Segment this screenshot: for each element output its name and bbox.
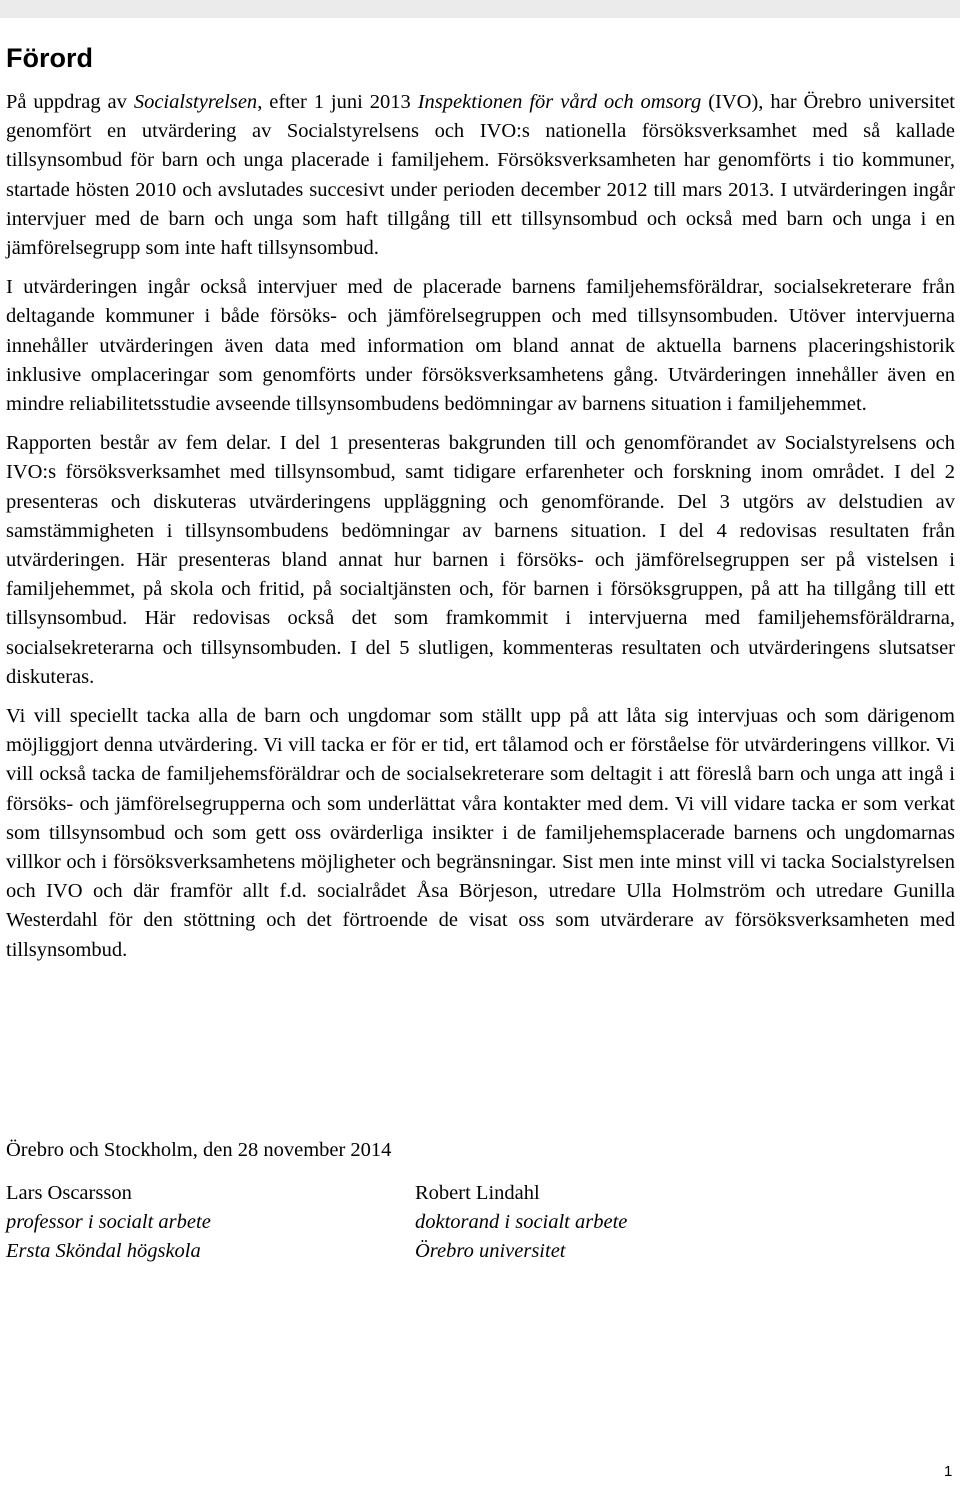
signature-block-2	[415, 1179, 627, 1266]
signatory-title: doktorand i socialt arbete	[415, 1211, 628, 1233]
paragraph-1-end: (IVO), har Örebro universitet genomfört en utvärdering av Socialstyrelsens och IVO:s nationella försöksverksamhet med så kallade tillsynsombud för barn och unga placerade i familjehem. Försöksverksamheten har genomförts i tio kommuner, startade hösten 2010 och avslutades succesivt under perioden december 2012 till mars 2013. I utvärderingen ingår intervjuer med de barn och unga som haft tillgång till ett tillsynsombud och också med barn och unga i en jämförelsegrupp som inte haft tillsynsombud.	[6, 91, 955, 260]
org-name-socialstyrelsen: Socialstyrelsen	[133, 91, 258, 113]
signatory-affiliation: Örebro universitet	[415, 1240, 566, 1262]
paragraph-4: Vi vill speciellt tacka alla de barn och ungdomar som ställt upp på att låta sig intervjuas och som därigenom möjliggjort denna utvärdering. Vi vill tacka er för er tid, ert tålamod och er förståelse för utvärderingens villkor. Vi vill också tacka de familjehemsföräldrar och de socialsekreterare som deltagit i att föreslå barn och unga att ingå i försöks- och jämförelsegrupperna och som underlättat våra kontakter med dem. Vi vill vidare tacka er som verkat som tillsynsombud och som gett oss ovärderliga insikter i de familjehemsplacerade barnens och ungdomarnas villkor och i försöksverksamhetens möjligheter och begränsningar. Sist men inte minst vill vi tacka Socialstyrelsen och IVO och där framför allt f.d. socialrådet Åsa Börjeson, utredare Ulla Holmström och utredare Gunilla Westerdahl för den stöttning och det förtroende de visat oss som utvärderare av försöksverksamheten med tillsynsombud.	[6, 705, 955, 961]
page-title: Förord	[6, 43, 93, 73]
signatory-affiliation: Ersta Sköndal högskola	[6, 1240, 201, 1262]
signatory-title: professor i socialt arbete	[6, 1211, 211, 1233]
org-name-ivo: Inspektionen för vård och omsorg	[417, 91, 702, 113]
signatory-name: Lars Oscarsson	[6, 1182, 132, 1204]
signatory-name: Robert Lindahl	[415, 1182, 540, 1204]
page-number: 1	[944, 1463, 953, 1480]
signature-block-1	[6, 1179, 211, 1266]
foreword-body	[6, 88, 955, 975]
page-top-band	[0, 0, 960, 18]
paragraph-1	[6, 88, 955, 263]
paragraph-2: I utvärderingen ingår också intervjuer med de placerade barnens familjehemsföräldrar, socialsekreterare från deltagande kommuner i både försöks- och jämförelsegruppen och med tillsynsombuden. Utöver intervjuerna innehåller utvärderingen även data med information om bland annat de aktuella barnens placeringshistorik inklusive omplaceringar som genomförts under försöksverksamhetens gång. Utvärderingen innehåller även en mindre reliabilitetsstudie avseende tillsynsombudens bedömningar av barnens situation i familjehemmet.	[6, 276, 955, 416]
paragraph-1-start: På uppdrag av	[6, 91, 134, 113]
dateline: Örebro och Stockholm, den 28 november 2014	[6, 1139, 392, 1161]
paragraph-3: Rapporten består av fem delar. I del 1 presenteras bakgrunden till och genomförandet av Socialstyrelsens och IVO:s försöksverksamhet med tillsynsombud, samt tidigare erfarenheter och forskning inom området. I del 2 presenteras och diskuteras utvärderingens uppläggning och genomförande. Del 3 utgörs av delstudien av samstämmigheten i tillsynsombudens bedömningar av barnens situation. I del 4 redovisas resultaten från utvärderingen. Här presenteras bland annat hur barnen i försöks- och jämförelsegruppen ser på vistelsen i familjehemmet, på skola och fritid, på socialtjänsten och, för barnen i försöksgruppen, på att ha tillgång till ett tillsynsombud. Här redovisas också det som framkommit i intervjuerna med familjehemsföräldrarna, socialsekreterarna och tillsynsombuden. I del 5 slutligen, kommenteras resultaten och utvärderingens slutsatser diskuteras.	[6, 432, 955, 688]
paragraph-1-mid: , efter 1 juni 2013	[257, 91, 418, 113]
